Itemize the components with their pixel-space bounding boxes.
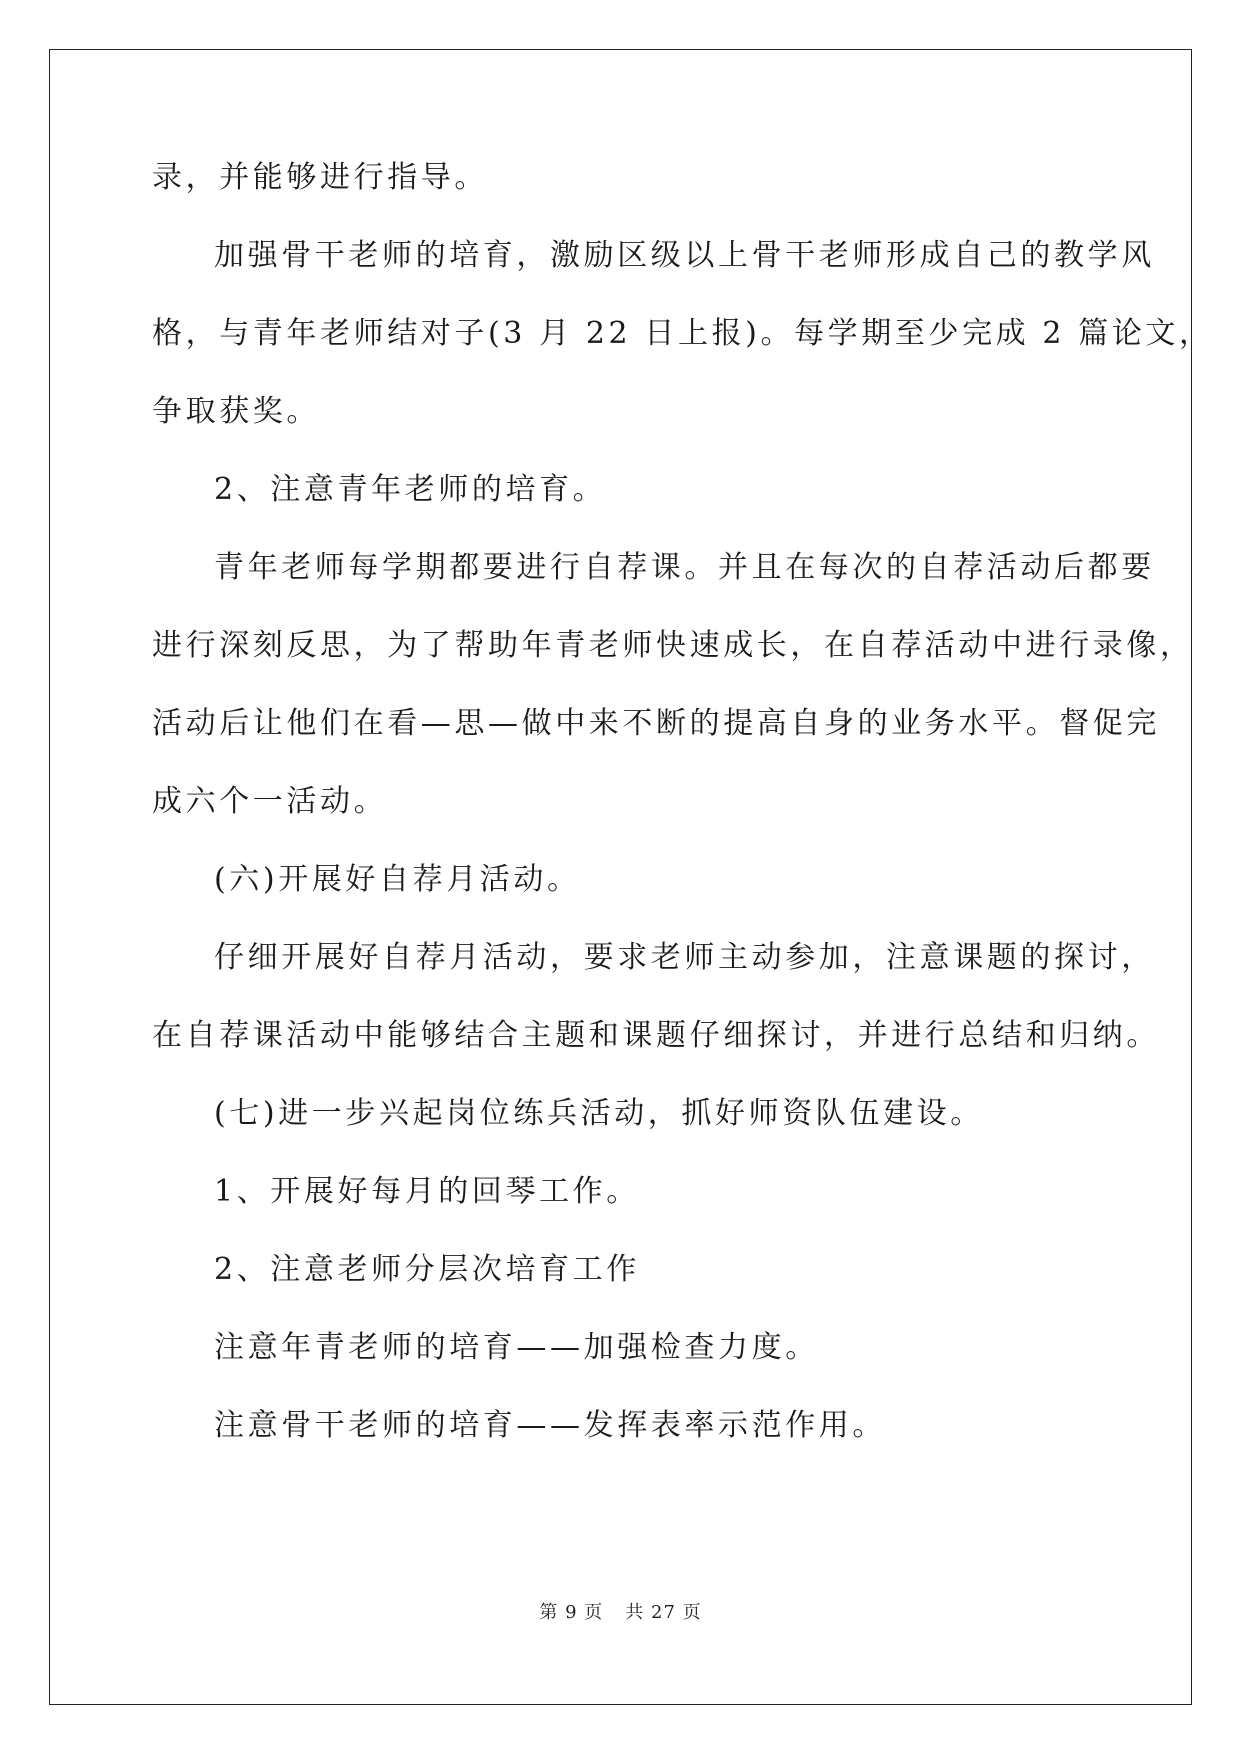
text-line: 在自荐课活动中能够结合主题和课题仔细探讨，并进行总结和归纳。 [152,1018,1160,1053]
page-number: 第 9 页 [539,1602,604,1623]
text-line: 争取获奖。 [152,394,320,429]
text-line: 青年老师每学期都要进行自荐课。并且在每次的自荐活动后都要 [214,550,1155,585]
text-line: 2、注意老师分层次培育工作 [214,1252,640,1287]
page-footer [0,1598,1241,1624]
text-line: 注意骨干老师的培育——发挥表率示范作用。 [214,1408,886,1443]
text-line: 成六个一活动。 [152,784,388,819]
text-line: (七)进一步兴起岗位练兵活动，抓好师资队伍建设。 [214,1096,984,1131]
text-line: 录，并能够进行指导。 [152,160,488,195]
total-pages: 共 27 页 [625,1602,702,1623]
text-line: 活动后让他们在看—思—做中来不断的提高自身的业务水平。督促完 [152,706,1160,741]
text-line: (六)开展好自荐月活动。 [214,862,581,897]
text-line: 1、开展好每月的回琴工作。 [214,1174,640,1209]
text-line: 2、注意青年老师的培育。 [214,472,607,507]
text-line: 格，与青年老师结对子(3 月 22 日上报)。每学期至少完成 2 篇论文， [152,316,1213,351]
text-line: 仔细开展好自荐月活动，要求老师主动参加，注意课题的探讨， [214,940,1155,975]
text-line: 注意年青老师的培育——加强检查力度。 [214,1330,819,1365]
text-line: 进行深刻反思，为了帮助年青老师快速成长，在自荐活动中进行录像， [152,628,1194,663]
text-line: 加强骨干老师的培育，激励区级以上骨干老师形成自己的教学风 [214,238,1155,273]
